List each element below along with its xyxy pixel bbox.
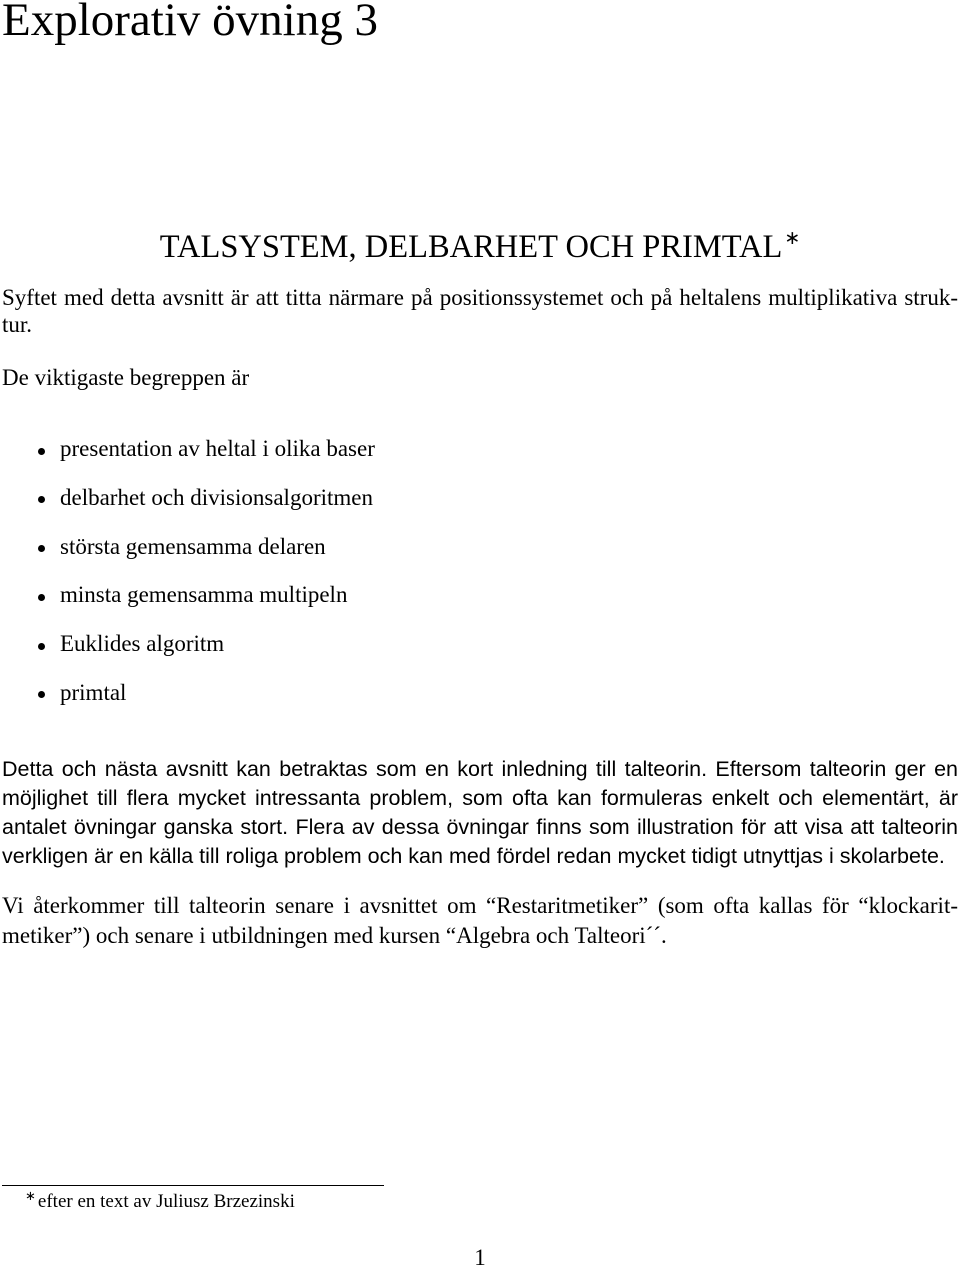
list-item <box>0 523 700 572</box>
list-item-text: presentation av heltal i olika baser <box>60 436 375 461</box>
paragraph-line: antalet övningar ganska stort. Flera av dessa övningar finns som illustration för att visa att talteorin <box>2 815 958 839</box>
list-item <box>0 620 700 669</box>
footnote <box>25 1188 295 1214</box>
document-title: Explorativ övning 3 <box>2 0 378 46</box>
paragraph-line: Detta och nästa avsnitt kan betraktas som en kort inledning till talteorin. Eftersom talteorin ger en <box>2 757 958 781</box>
footnote-rule <box>2 1185 384 1186</box>
paragraph-line: Vi återkommer till talteorin senare i avsnittet om “Restaritmetiker” (som ofta kallas för “klockarit- <box>2 893 958 918</box>
intro-paragraph <box>2 284 958 338</box>
list-item-text: primtal <box>60 679 127 705</box>
paragraph-line: Syftet med detta avsnitt är att titta närmare på positionssystemet och på heltalens multiplikativa struk- <box>2 285 958 310</box>
talteori-paragraph <box>2 755 958 871</box>
list-item-text: Euklides algoritm <box>60 631 225 657</box>
bullet-icon <box>38 691 45 698</box>
outlook-paragraph <box>2 891 958 950</box>
list-item <box>0 474 700 523</box>
list-item <box>0 571 700 620</box>
list-item-text: delbarhet och divisionsalgoritmen <box>60 484 373 510</box>
bullet-icon <box>38 643 45 650</box>
list-item <box>0 425 700 474</box>
concepts-list <box>0 425 700 718</box>
bullet-icon <box>38 594 45 601</box>
page-number: 1 <box>474 1245 486 1270</box>
footnote-mark: ∗ <box>784 228 801 249</box>
bullet-icon <box>38 496 45 503</box>
concepts-lead: De viktigaste begreppen är <box>2 365 250 390</box>
list-item-text: minsta gemensamma multipeln <box>60 582 348 608</box>
section-heading <box>0 228 960 271</box>
bullet-icon <box>38 448 45 455</box>
paragraph-line: möjlighet till flera mycket intressanta problem, som ofta kan formuleras enkelt och elementärt, är <box>2 786 958 810</box>
paragraph-line: tur. <box>2 312 33 337</box>
footnote-text: efter en text av Juliusz Brzezinski <box>37 1191 295 1212</box>
footnote-mark: ∗ <box>25 1188 36 1203</box>
list-item <box>0 669 700 718</box>
paragraph-line: verkligen är en källa till roliga problem och kan med fördel redan mycket tidigt utnyttjas i skolarbete. <box>2 844 945 868</box>
list-item-text: största gemensamma delaren <box>60 533 326 559</box>
paragraph-line: metiker”) och senare i utbildningen med kursen “Algebra och Talteori´´. <box>2 922 667 948</box>
bullet-icon <box>38 545 45 552</box>
section-heading-text: TALSYSTEM, DELBARHET OCH PRIMTAL <box>159 229 783 265</box>
